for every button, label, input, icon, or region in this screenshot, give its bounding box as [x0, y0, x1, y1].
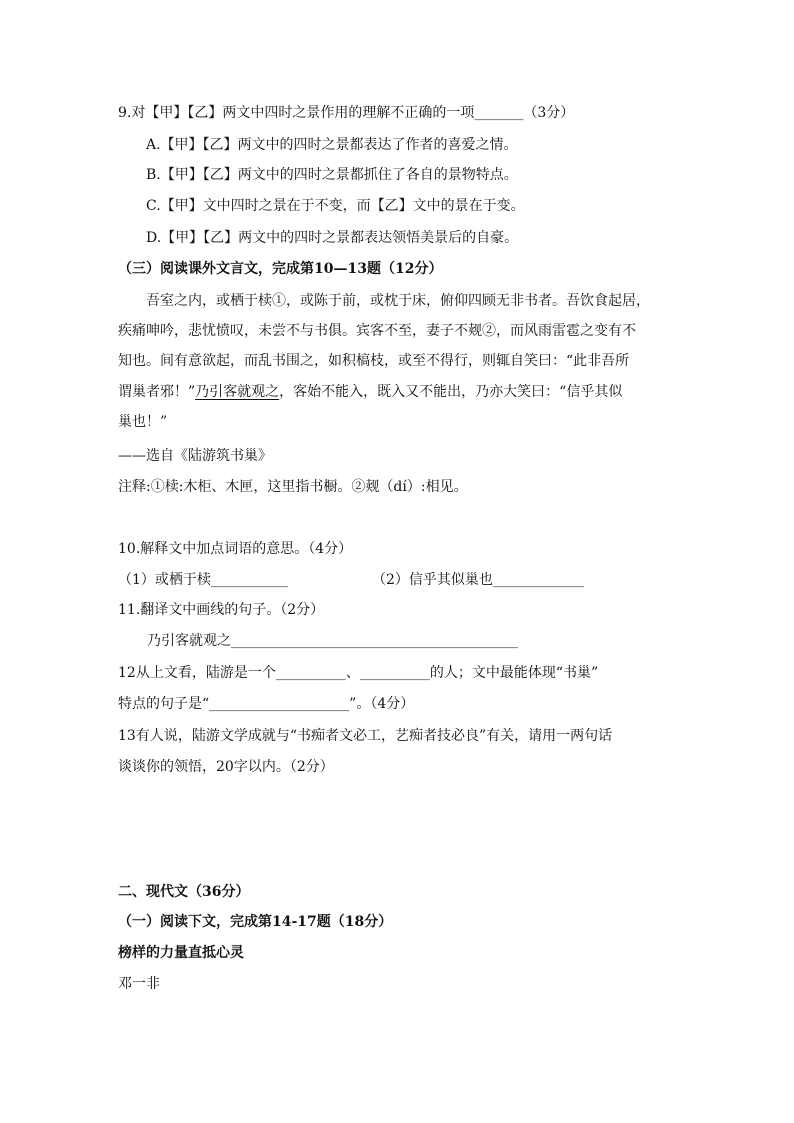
article-author: 邓一非 [118, 976, 160, 992]
passage-line-1: 吾室之内，或栖于椟①，或陈于前，或枕于床，俯仰四顾无非书者。吾饮食起居， [146, 293, 650, 309]
q10-stem: 10.解释文中加点词语的意思。（4分） [118, 541, 353, 557]
passage-line-4 [118, 382, 622, 402]
q13-line-1: 13有人说，陆游文学成就与“书痴者文必工，艺痴者技必良”有关，请用一两句话 [118, 728, 613, 744]
q9-option-d: D.【甲】【乙】两文中的四时之景都表达领悟美景后的自豪。 [146, 230, 519, 246]
passage-line-5: 巢也！” [118, 414, 168, 430]
q11-answer-line: 乃引客就观之_________________________________________ [147, 633, 518, 649]
q10-item-1: （1）或栖于椟___________ [118, 572, 288, 588]
passage-notes: 注释:①椟:木柜、木匣，这里指书橱。②觌（dí）:相见。 [118, 479, 468, 495]
q11-stem: 11.翻译文中画线的句子。（2分） [118, 602, 325, 618]
passage-line-3: 知也。间有意欲起，而乱书围之，如积槁枝，或至不得行，则辄自笑曰：“此非吾所 [118, 353, 630, 369]
q12-line-1: 12从上文看，陆游是一个__________、__________的人；文中最能体现“书巢” [118, 665, 599, 681]
q10-item-2: （2）信乎其似巢也_____________ [372, 572, 584, 588]
q9-stem: 9.对【甲】【乙】两文中四时之景作用的理解不正确的一项_______（3分） [118, 105, 575, 121]
passage-line-2: 疾痛呻吟，悲忧愤叹，未尝不与书俱。宾客不至，妻子不觌②，而风雨雷雹之变有不 [118, 323, 636, 339]
part2-subheading: （一）阅读下文，完成第14-17题（18分） [118, 914, 393, 930]
passage-source: ——选自《陆游筑书巢》 [118, 448, 272, 464]
q9-option-a: A.【甲】【乙】两文中的四时之景都表达了作者的喜爱之情。 [146, 137, 518, 153]
passage-line-4-start: 谓巢者邪！” [118, 384, 196, 400]
q9-option-c: C.【甲】文中四时之景在于不变，而【乙】文中的景在于变。 [146, 198, 525, 214]
underlined-sentence: 乃引客就观之 [195, 384, 280, 400]
article-title: 榜样的力量直抵心灵 [118, 945, 244, 961]
passage-line-4-end: ，客始不能入，既入又不能出，乃亦大笑曰：“信乎其似 [279, 384, 623, 400]
part2-heading: 二、现代文（36分） [118, 884, 250, 900]
q12-line-2: 特点的句子是“____________________”。（4分） [118, 696, 415, 712]
q9-option-b: B.【甲】【乙】两文中的四时之景都抓住了各自的景物特点。 [146, 167, 518, 183]
q13-line-2: 谈谈你的领悟，20字以内。（2分） [118, 759, 334, 775]
section3-heading: （三）阅读课外文言文，完成第10—13题（12分） [118, 261, 443, 277]
